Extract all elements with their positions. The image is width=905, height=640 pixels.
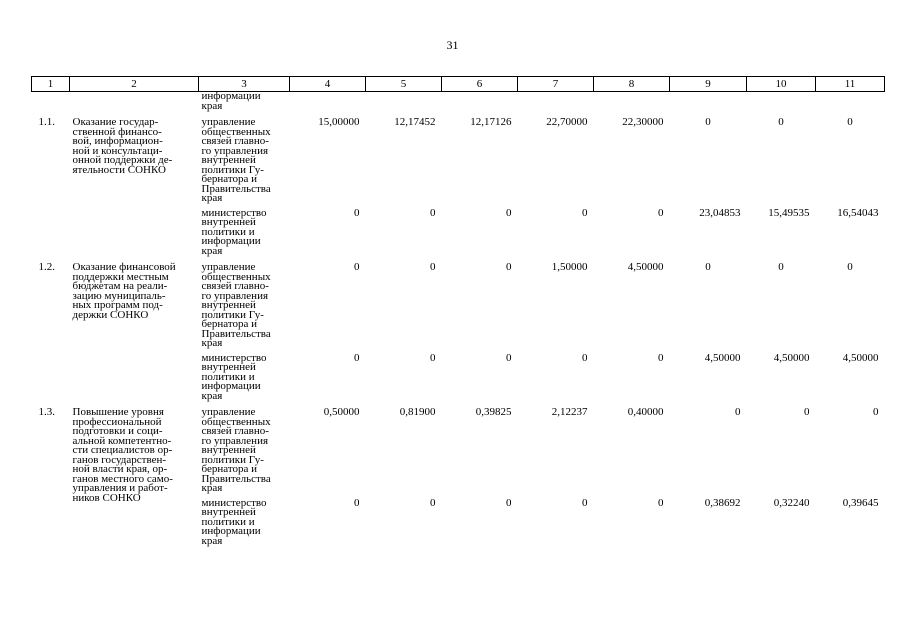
value-cell: 0 <box>873 406 879 418</box>
value-cell: 15,49535 <box>768 206 810 219</box>
column-header: 8 <box>594 77 670 92</box>
value-cell: 4,50000 <box>627 261 664 273</box>
carry-over-row <box>32 92 885 112</box>
value-cell: 16,54043 <box>837 206 879 219</box>
table-row <box>32 401 885 494</box>
value-cell: 0 <box>354 261 360 273</box>
executor: управление общественных связей главно- го управления внутренней политики Гу- бернатора и Правительства края <box>201 261 271 349</box>
measure-name: Повышение уровня профессиональной подготовки и соци- альной компетентно- сти специалистов ор- ганов государствен- ной власти края, ор- ганов местного само- управления и работ- ников СОНКО <box>72 406 173 504</box>
value-cell: 0 <box>582 351 588 364</box>
value-cell: 0 <box>430 261 436 273</box>
row-number: 1.1. <box>38 116 55 128</box>
table-row <box>32 111 885 204</box>
value-cell: 0,50000 <box>323 406 360 418</box>
value-cell: 0 <box>705 261 711 273</box>
value-cell: 0 <box>658 351 664 364</box>
value-cell: 22,30000 <box>622 116 664 128</box>
executor: министерство внутренней политики и информации края <box>201 351 267 402</box>
value-cell: 0 <box>506 496 512 509</box>
value-cell: 0 <box>658 206 664 219</box>
value-cell: 0 <box>804 406 810 418</box>
value-cell: 0 <box>582 206 588 219</box>
value-cell: 0,32240 <box>773 496 810 509</box>
value-cell: 0 <box>354 351 360 364</box>
value-cell: 0 <box>506 351 512 364</box>
row-number: 1.2. <box>38 261 55 273</box>
measure-name: Оказание финансовой поддержки местным бюджетам на реали- зацию муниципаль- ных программ под- держки СОНКО <box>72 261 176 321</box>
value-cell: 0 <box>506 261 512 273</box>
value-cell: 0 <box>705 116 711 128</box>
value-cell: 0 <box>658 496 664 509</box>
value-cell: 15,00000 <box>318 116 360 128</box>
column-header: 6 <box>442 77 518 92</box>
value-cell: 0,38692 <box>704 496 741 509</box>
row-number: 1.3. <box>38 406 55 418</box>
column-header: 2 <box>70 77 199 92</box>
value-cell: 1,50000 <box>551 261 588 273</box>
column-header: 3 <box>199 77 290 92</box>
value-cell: 23,04853 <box>699 206 741 219</box>
value-cell: 4,50000 <box>842 351 879 364</box>
value-cell: 4,50000 <box>704 351 741 364</box>
document-table-container <box>31 76 884 546</box>
column-header: 10 <box>747 77 816 92</box>
table-row <box>32 256 885 349</box>
value-cell: 12,17126 <box>470 116 512 128</box>
value-cell: 0 <box>582 496 588 509</box>
executor: управление общественных связей главно- го управления внутренней политики Гу- бернатора и Правительства края <box>201 406 271 494</box>
carry-over-text: информации края <box>201 90 261 112</box>
value-cell: 0,39825 <box>475 406 512 418</box>
value-cell: 0 <box>354 206 360 219</box>
column-header: 11 <box>816 77 885 92</box>
column-header: 4 <box>290 77 366 92</box>
budget-table <box>31 76 885 546</box>
value-cell: 22,70000 <box>546 116 588 128</box>
value-cell: 0 <box>430 496 436 509</box>
value-cell: 0 <box>735 406 741 418</box>
column-header: 5 <box>366 77 442 92</box>
executor: управление общественных связей главно- го управления внутренней политики Гу- бернатора и Правительства края <box>201 116 271 204</box>
value-cell: 0,40000 <box>627 406 664 418</box>
executor: министерство внутренней политики и информации края <box>201 496 267 547</box>
value-cell: 4,50000 <box>773 351 810 364</box>
measure-name: Оказание государ- ственной финансо- вой, информацион- ной и консультаци- онной поддержки де- ятельности СОНКО <box>72 116 173 176</box>
value-cell: 12,17452 <box>394 116 436 128</box>
value-cell: 0 <box>847 116 853 128</box>
column-header: 1 <box>32 77 70 92</box>
value-cell: 0 <box>430 351 436 364</box>
column-number-header <box>32 77 885 92</box>
value-cell: 0 <box>354 496 360 509</box>
value-cell: 0 <box>430 206 436 219</box>
column-header: 9 <box>670 77 747 92</box>
value-cell: 2,12237 <box>551 406 588 418</box>
value-cell: 0 <box>506 206 512 219</box>
value-cell: 0 <box>778 116 784 128</box>
page-number: 31 <box>446 38 459 52</box>
value-cell: 0 <box>778 261 784 273</box>
executor: министерство внутренней политики и информации края <box>201 206 267 257</box>
column-header: 7 <box>518 77 594 92</box>
value-cell: 0,81900 <box>399 406 436 418</box>
value-cell: 0,39645 <box>842 496 879 509</box>
value-cell: 0 <box>847 261 853 273</box>
